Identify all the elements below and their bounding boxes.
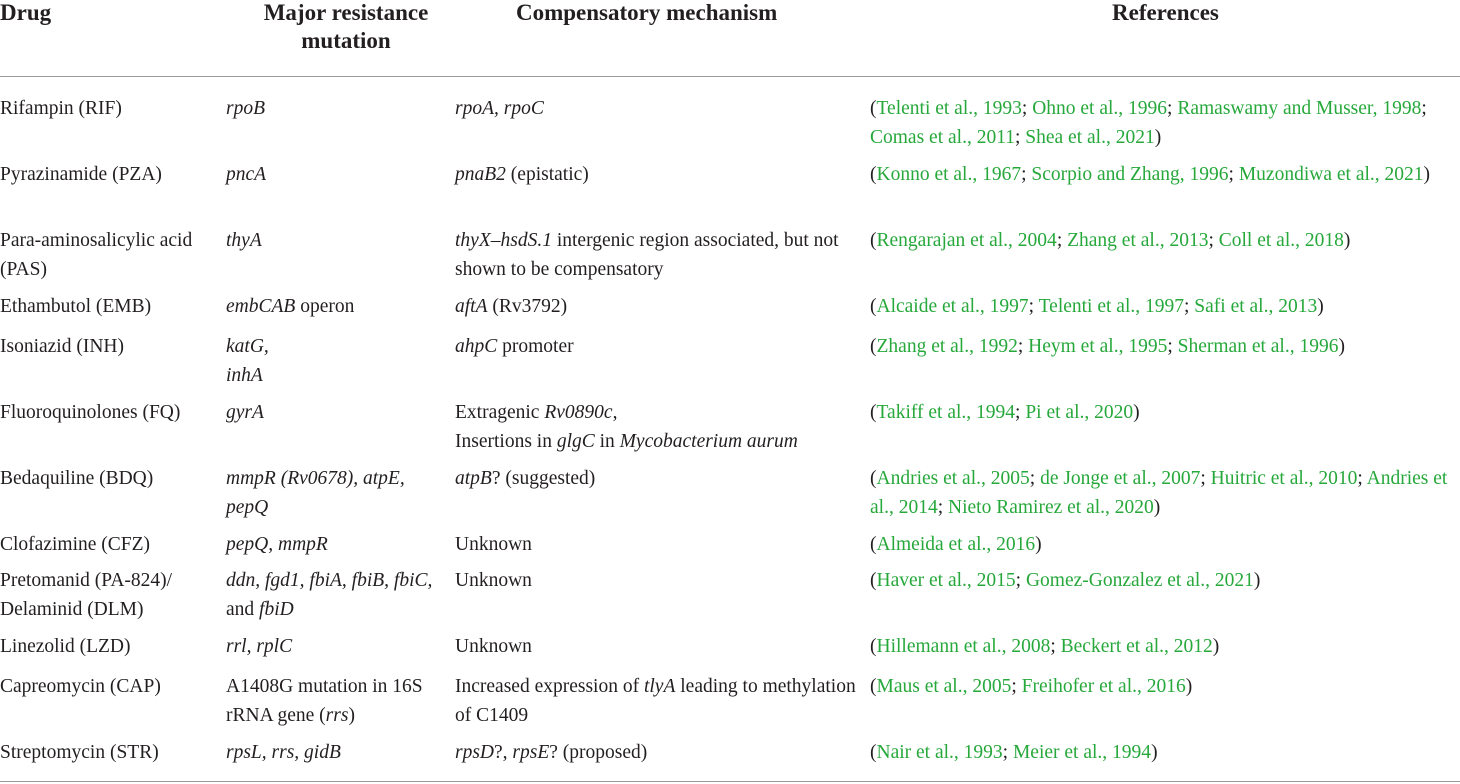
compensatory-cell	[455, 738, 865, 767]
mutation-cell	[226, 226, 446, 255]
references-cell: (Almeida et al., 2016)	[870, 534, 1042, 555]
references-cell: (Takiff et al., 1994; Pi et al., 2020)	[870, 402, 1140, 423]
drug-cell: Clofazimine (CFZ)	[0, 534, 151, 555]
drug-cell: Linezolid (LZD)	[0, 636, 131, 657]
compensatory-cell	[455, 160, 865, 189]
header-drug: Drug	[0, 0, 52, 25]
reference-link[interactable]: Telenti et al., 1993	[876, 98, 1022, 119]
drug-cell: Pretomanid (PA-824)/ Delaminid (DLM)	[0, 570, 173, 620]
mutation-cell	[226, 464, 446, 522]
mutation-cell-segment: A1408G mutation in 16S rRNA gene (	[226, 676, 423, 726]
reference-link[interactable]: Nieto Ramirez et al., 2020	[948, 497, 1154, 518]
mutation-cell-segment: fbiD	[259, 599, 294, 620]
reference-link[interactable]: Zhang et al., 1992	[876, 336, 1018, 357]
reference-link[interactable]: Telenti et al., 1997	[1038, 296, 1184, 317]
table-header	[0, 0, 1460, 76]
compensatory-cell-segment: (Rv3792)	[487, 296, 568, 317]
mutation-cell	[226, 632, 446, 661]
compensatory-cell-segment: Unknown	[455, 534, 532, 555]
compensatory-cell-segment: leading to methylation of C1409	[455, 676, 856, 726]
compensatory-cell-segment: glgC	[556, 431, 595, 452]
compensatory-cell-segment: ,	[612, 402, 618, 423]
references-cell: (Konno et al., 1967; Scorpio and Zhang, 1996; Muzondiwa et al., 2021)	[870, 164, 1431, 185]
drug-cell: Rifampin (RIF)	[0, 98, 122, 119]
mutation-cell	[226, 292, 446, 321]
mutation-cell-segment: pepQ, mmpR	[226, 534, 328, 555]
reference-link[interactable]: Meier et al., 1994	[1012, 742, 1152, 763]
reference-link[interactable]: de Jonge et al., 2007	[1040, 468, 1201, 489]
compensatory-cell-segment: Increased expression of	[455, 676, 644, 697]
mutation-cell	[226, 738, 446, 767]
compensatory-cell-segment: pnaB2	[455, 164, 506, 185]
compensatory-cell-segment: aftA	[455, 296, 488, 317]
mutation-cell	[226, 398, 446, 427]
compensatory-cell-segment: intergenic region associated, but not shown to be compensatory	[455, 230, 839, 280]
mutation-cell-segment: operon	[295, 296, 355, 317]
compensatory-cell	[455, 632, 865, 661]
references-cell: (Nair et al., 1993; Meier et al., 1994)	[870, 742, 1158, 763]
compensatory-cell-segment: thyX–hsdS.1	[455, 230, 552, 251]
mutation-cell	[226, 530, 446, 559]
compensatory-cell-segment: in	[594, 431, 620, 452]
reference-link[interactable]: Pi et al., 2020	[1025, 402, 1134, 423]
reference-link[interactable]: Sherman et al., 1996	[1177, 336, 1339, 357]
compensatory-cell-segment: Insertions in	[455, 431, 557, 452]
compensatory-cell-segment: atpB	[455, 468, 492, 489]
mutation-cell-segment: )	[348, 705, 355, 726]
drug-cell: Pyrazinamide (PZA)	[0, 164, 162, 185]
compensatory-cell-segment: rpsD	[455, 742, 495, 763]
compensatory-cell-segment: Unknown	[455, 570, 532, 591]
compensatory-cell	[455, 672, 865, 730]
drug-cell: Ethambutol (EMB)	[0, 296, 152, 317]
compensatory-cell	[455, 464, 865, 493]
reference-link[interactable]: Coll et al., 2018	[1218, 230, 1344, 251]
mutation-cell	[226, 332, 446, 390]
drug-cell: Para-aminosalicylic acid (PAS)	[0, 230, 193, 280]
reference-link[interactable]: Alcaide et al., 1997	[876, 296, 1029, 317]
references-cell: (Hillemann et al., 2008; Beckert et al., 2012)	[870, 636, 1220, 657]
mutation-cell-segment: rrl, rplC	[226, 636, 293, 657]
compensatory-cell	[455, 292, 865, 321]
mutation-cell-segment: and	[226, 599, 260, 620]
references-cell: (Haver et al., 2015; Gomez-Gonzalez et al., 2021)	[870, 570, 1261, 591]
header-mutation-line2: mutation	[301, 28, 391, 53]
mutation-cell-segment: rrs	[325, 705, 349, 726]
compensatory-cell-segment: ? (suggested)	[491, 468, 596, 489]
reference-link[interactable]: Andries et al., 2005	[876, 468, 1030, 489]
compensatory-cell-segment: ahpC	[455, 336, 498, 357]
mutation-cell	[226, 672, 446, 730]
reference-link[interactable]: Heym et al., 1995	[1028, 336, 1168, 357]
compensatory-cell-segment: rpoA, rpoC	[455, 98, 544, 119]
reference-link[interactable]: Gomez-Gonzalez et al., 2021	[1025, 570, 1254, 591]
drug-cell: Fluoroquinolones (FQ)	[0, 402, 181, 423]
mutation-cell-segment: inhA	[226, 365, 263, 386]
header-mutation	[246, 0, 446, 54]
compensatory-cell	[455, 566, 865, 595]
reference-link[interactable]: Andries et al., 2014	[870, 468, 1448, 518]
mutation-cell-segment: katG,	[226, 336, 269, 357]
compensatory-cell	[455, 530, 865, 559]
reference-link[interactable]: Muzondiwa et al., 2021	[1238, 164, 1424, 185]
compensatory-cell-segment: Extragenic	[455, 402, 545, 423]
reference-link[interactable]: Ohno et al., 1996	[1032, 98, 1168, 119]
mutation-cell-segment: mmpR (Rv0678), atpE, pepQ	[226, 468, 405, 518]
reference-link[interactable]: Shea et al., 2021	[1025, 127, 1155, 148]
reference-link[interactable]: Zhang et al., 2013	[1067, 230, 1209, 251]
reference-link[interactable]: Hillemann et al., 2008	[876, 636, 1051, 657]
compensatory-cell-segment: Unknown	[455, 636, 532, 657]
compensatory-cell-segment: tlyA	[643, 676, 676, 697]
mutation-cell-segment: gyrA	[226, 402, 264, 423]
compensatory-cell-segment: rpsE	[512, 742, 550, 763]
compensatory-cell-segment: ?,	[494, 742, 513, 763]
references-cell: (Andries et al., 2005; de Jonge et al., 2007; Huitric et al., 2010; Andries et al., 2014; Nieto Ramirez et al., 2020)	[870, 468, 1448, 518]
mutation-cell-segment: ddn, fgd1, fbiA, fbiB, fbiC,	[226, 570, 433, 591]
compensatory-cell-segment: ? (proposed)	[549, 742, 648, 763]
bottom-rule	[0, 781, 1460, 782]
compensatory-cell-segment: promoter	[497, 336, 574, 357]
references-cell: (Alcaide et al., 1997; Telenti et al., 1997; Safi et al., 2013)	[870, 296, 1324, 317]
drug-cell: Capreomycin (CAP)	[0, 676, 161, 697]
reference-link[interactable]: Rengarajan et al., 2004	[876, 230, 1057, 251]
reference-link[interactable]: Konno et al., 1967	[876, 164, 1022, 185]
mutation-cell-segment: thyA	[226, 230, 262, 251]
header-references: References	[1112, 0, 1219, 25]
reference-link[interactable]: Haver et al., 2015	[876, 570, 1016, 591]
mutation-cell-segment: embCAB	[226, 296, 296, 317]
reference-link[interactable]: Ramaswamy and Musser, 1998	[1177, 98, 1422, 119]
reference-link[interactable]: Nair et al., 1993	[876, 742, 1003, 763]
compensatory-cell	[455, 332, 865, 361]
drug-cell: Isoniazid (INH)	[0, 336, 124, 357]
mutation-cell	[226, 94, 446, 123]
reference-link[interactable]: Beckert et al., 2012	[1060, 636, 1213, 657]
compensatory-cell-segment: (epistatic)	[505, 164, 589, 185]
reference-link[interactable]: Comas et al., 2011	[870, 127, 1015, 148]
references-cell: (Maus et al., 2005; Freihofer et al., 2016)	[870, 676, 1193, 697]
mutation-cell	[226, 160, 446, 189]
reference-link[interactable]: Safi et al., 2013	[1194, 296, 1318, 317]
drug-cell: Streptomycin (STR)	[0, 742, 159, 763]
header-rule	[0, 76, 1460, 77]
references-cell: (Zhang et al., 1992; Heym et al., 1995; Sherman et al., 1996)	[870, 336, 1345, 357]
header-compensatory: Compensatory mechanism	[516, 0, 778, 25]
mutation-cell-segment: rpsL, rrs, gidB	[226, 742, 341, 763]
references-cell: (Rengarajan et al., 2004; Zhang et al., 2013; Coll et al., 2018)	[870, 230, 1351, 251]
compensatory-cell-segment: Rv0890c	[544, 402, 613, 423]
references-cell: (Telenti et al., 1993; Ohno et al., 1996; Ramaswamy and Musser, 1998; Comas et al., 2011; Shea et al., 2021)	[870, 98, 1427, 148]
compensatory-cell	[455, 94, 865, 123]
drug-cell: Bedaquiline (BDQ)	[0, 468, 154, 489]
reference-link[interactable]: Maus et al., 2005	[876, 676, 1012, 697]
reference-link[interactable]: Almeida et al., 2016	[876, 534, 1036, 555]
mutation-cell-segment: pncA	[226, 164, 267, 185]
reference-link[interactable]: Huitric et al., 2010	[1210, 468, 1358, 489]
compensatory-cell	[455, 398, 865, 456]
mutation-cell	[226, 566, 446, 624]
reference-link[interactable]: Takiff et al., 1994	[876, 402, 1016, 423]
mutation-cell-segment: rpoB	[226, 98, 265, 119]
reference-link[interactable]: Freihofer et al., 2016	[1021, 676, 1186, 697]
header-mutation-line1: Major resistance	[263, 0, 429, 25]
compensatory-cell	[455, 226, 865, 284]
reference-link[interactable]: Scorpio and Zhang, 1996	[1031, 164, 1229, 185]
compensatory-cell-segment: Mycobacterium aurum	[619, 431, 798, 452]
